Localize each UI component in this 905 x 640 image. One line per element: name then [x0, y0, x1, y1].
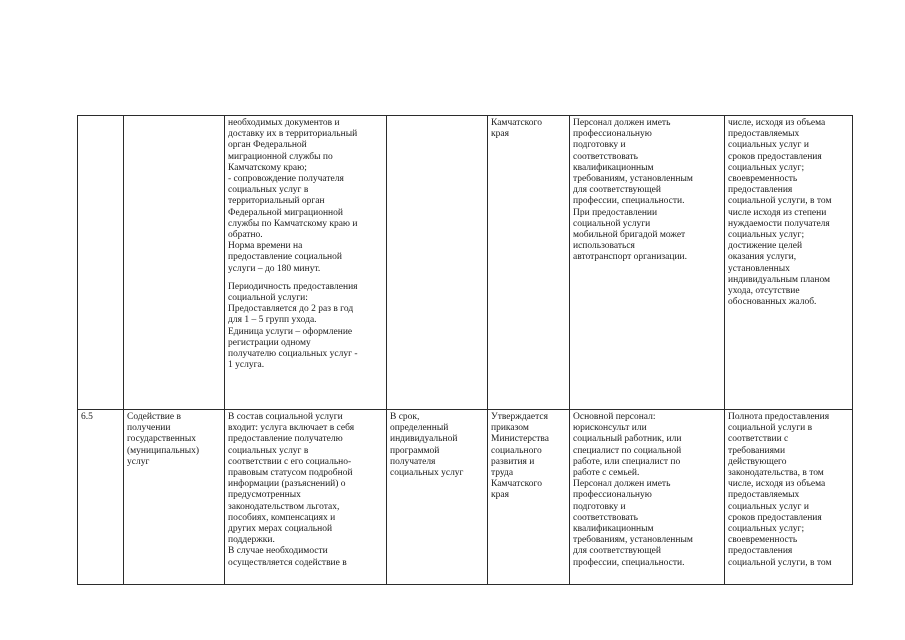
service-name-cell: Содействие в получении государственных (муниципальных) услуг [124, 410, 225, 585]
quality-paragraph: числе, исходя из объема предоставляемых социальных услуг и сроков предоставления социальных услуг; своевременность предоставления социальной услуги, в том числе исходя из степени нуждаемости получателя социальных услуг; достижение целей оказания услуги, установленных индивидуальным планом ухода, отсутствие обоснованных жалоб. [728, 118, 832, 308]
approval-cell: Утверждается приказом Министерства социального развития и труда Камчатского края [488, 410, 570, 585]
service-number-cell [78, 116, 124, 410]
staff-paragraph: Персонал должен иметь профессиональную подготовку и соответствовать квалификационным требованиям, установленным для соответствующей профессии, специальности. [573, 479, 693, 568]
service-term-cell [387, 116, 488, 410]
table-row [78, 410, 853, 585]
content-paragraph: необходимых документов и доставку их в территориальный орган Федеральной миграционной службы по Камчатскому краю; [228, 118, 358, 173]
content-paragraph: - сопровождение получателя социальных услуг в территориальный орган Федеральной миграционной службы по Камчатскому краю и обратно. [228, 174, 358, 241]
content-paragraph: Предоставляется до 2 раз в год для 1 – 5 групп ухода. [228, 304, 354, 326]
services-standards-table [77, 115, 853, 585]
content-paragraph: Единица услуги – оформление регистрации одному получателю социальных услуг - 1 услуга. [228, 326, 358, 371]
service-content-cell [225, 116, 387, 410]
service-term-cell: В срок, определенный индивидуальной программой получателя социальных услуг [387, 410, 488, 585]
staff-paragraph: При предоставлении социальной услуги мобильной бригадой может использоваться автотранспорт организации. [573, 207, 688, 263]
quality-criteria-cell [725, 116, 853, 410]
staff-paragraph: Основной персонал: юрисконсульт или социальный работник, или специалист по социальной работе, или специалист по работе с семьей. [573, 412, 682, 479]
staff-paragraph: Персонал должен иметь профессиональную подготовку и соответствовать квалификационным требованиям, установленным для соответствующей профессии, специальности. [573, 118, 693, 207]
content-paragraph: В состав социальной услуги входит: услуга включает в себя предоставление получателю социальных услуг в соответствии с его социально- правовым статусом подробной информации (разъяснений) о предусмотренных законодательством льготах, пособиях, компенсациях и других мерах социальной поддержки. [228, 412, 355, 546]
staff-requirements-cell [570, 410, 725, 585]
content-paragraph: В случае необходимости осуществляется содействие в [228, 546, 347, 568]
service-content-cell [225, 410, 387, 585]
staff-requirements-cell [570, 116, 725, 410]
quality-paragraph: Полнота предоставления социальной услуги в соответствии с требованиями действующего законодательства, в том числе, исходя из объема предоставляемых социальных услуг и сроков предоставления социальных услуг; своевременность предоставления социальной услуги, в том [728, 412, 832, 568]
content-paragraph: Норма времени на предоставление социальной услуги – до 180 минут. [228, 241, 342, 274]
approval-cell: Камчатского края [488, 116, 570, 410]
service-number-cell: 6.5 [78, 410, 124, 585]
content-paragraph: Периодичность предоставления социальной услуги: [228, 281, 358, 304]
service-name-cell [124, 116, 225, 410]
quality-criteria-cell [725, 410, 853, 585]
table-row [78, 116, 853, 410]
